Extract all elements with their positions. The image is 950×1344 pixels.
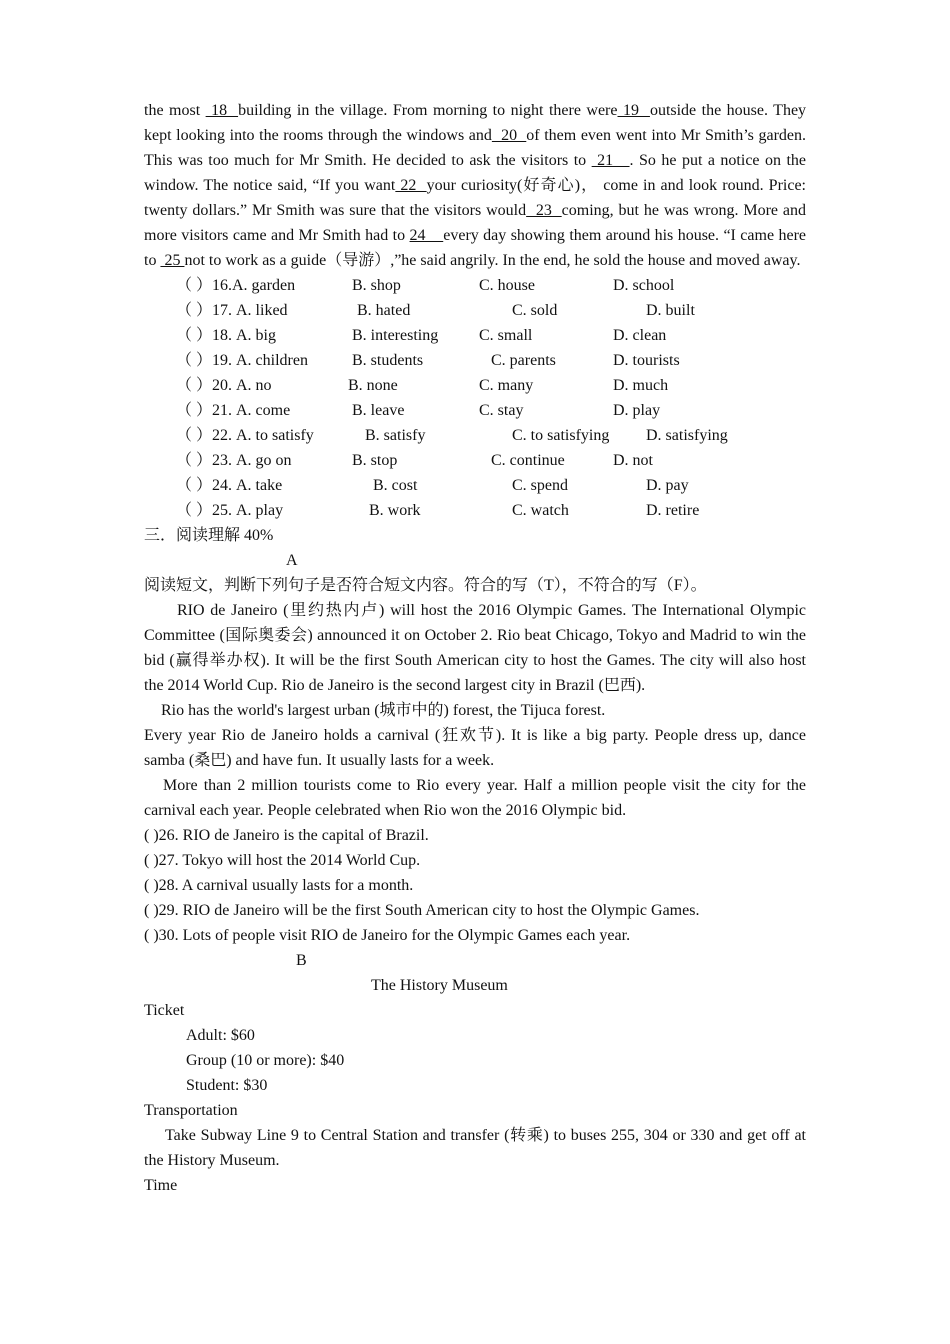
option-b: B. leave <box>352 402 405 419</box>
option-row <box>144 423 806 448</box>
question-number: （ ）24. A. take <box>176 477 283 494</box>
answer-blank[interactable]: 20 <box>491 127 527 144</box>
option-c: C. sold <box>512 302 558 319</box>
worksheet-page <box>144 98 806 1198</box>
option-row <box>144 448 806 473</box>
option-d: D. school <box>613 277 675 294</box>
option-d: D. satisfying <box>646 427 728 444</box>
part-a-questions <box>144 823 806 948</box>
passage-text: the most <box>144 102 206 119</box>
question-number: （ ）19. A. children <box>176 352 308 369</box>
option-c: C. watch <box>512 502 569 519</box>
time-heading: Time <box>144 1177 178 1194</box>
answer-blank[interactable]: 18 <box>205 102 239 119</box>
option-row <box>144 398 806 423</box>
option-c: C. to satisfying <box>512 427 610 444</box>
passage-text: not to work as a guide（导游）,”he said angrily. In the end, he sold the house and moved away. <box>184 252 801 269</box>
part-b-label: B <box>296 952 307 969</box>
answer-blank[interactable]: 19 <box>617 102 650 119</box>
true-false-question: ( )28. A carnival usually lasts for a month. <box>144 877 414 894</box>
ticket-list <box>144 1023 806 1098</box>
question-number: （ ）16.A. garden <box>176 277 296 294</box>
option-d: D. tourists <box>613 352 680 369</box>
question-number: （ ）18. A. big <box>176 327 277 344</box>
option-c: C. parents <box>491 352 556 369</box>
transport-text: Take Subway Line 9 to Central Station and transfer (转乘) to buses 255, 304 or 330 and get off at the History Museum. <box>144 1127 806 1169</box>
passage-text: coming, but he was wrong. More and more visitors came and Mr Smith had to <box>144 202 807 244</box>
answer-blank[interactable]: 24 <box>409 227 444 244</box>
option-c: C. small <box>479 327 533 344</box>
part-a-label: A <box>286 552 298 569</box>
answer-blank[interactable]: 22 <box>395 177 427 194</box>
option-d: D. pay <box>646 477 689 494</box>
option-d: D. play <box>613 402 661 419</box>
option-b: B. interesting <box>352 327 439 344</box>
option-c: C. spend <box>512 477 568 494</box>
option-b: B. none <box>348 377 398 394</box>
question-number: （ ）21. A. come <box>176 402 291 419</box>
passage-text: your curiosity(好奇心)， come in and look round. Price: twenty dollars.” Mr Smith was sure that the visitors would <box>144 177 806 219</box>
option-row <box>144 273 806 298</box>
option-b: B. shop <box>352 277 401 294</box>
passage-text: every day showing them around his house. “I came here to <box>144 227 807 269</box>
option-c: C. stay <box>479 402 524 419</box>
passage-text: . So he put a notice on the window. The notice said, “If you want <box>144 152 807 194</box>
option-row <box>144 373 806 398</box>
option-c: C. many <box>479 377 534 394</box>
passage-text: outside the house. They kept looking into the rooms through the windows and <box>144 102 807 144</box>
option-b: B. students <box>352 352 424 369</box>
ticket-price: Group (10 or more): $40 <box>186 1052 345 1069</box>
part-a-paragraph: RIO de Janeiro (里约热内卢) will host the 2016 Olympic Games. The International Olympic Committee (国际奥委会) announced it on October 2. Rio beat Chicago, Tokyo and Madrid to win the bid (赢得举办权). It will be the first South American city to host the Games. The city will also host the 2014 World Cup. Rio de Janeiro is the second largest city in Brazil (巴西). <box>144 602 806 694</box>
part-a-instruction: 阅读短文，判断下列句子是否符合短文内容。符合的写（T），不符合的写（F）。 <box>144 577 707 594</box>
true-false-question: ( )26. RIO de Janeiro is the capital of Brazil. <box>144 827 429 844</box>
ticket-price: Adult: $60 <box>186 1027 255 1044</box>
answer-blank[interactable]: 23 <box>526 202 562 219</box>
question-number: （ ）22. A. to satisfy <box>176 427 314 444</box>
option-c: C. continue <box>491 452 565 469</box>
option-row <box>144 348 806 373</box>
passage-text: of them even went into Mr Smith’s garden. This was too much for Mr Smith. He decided to ask the visitors to <box>144 127 807 169</box>
question-number: （ ）25. A. play <box>176 502 284 519</box>
true-false-question: ( )27. Tokyo will host the 2014 World Cup. <box>144 852 421 869</box>
cloze-passage <box>144 98 806 273</box>
part-a-paragraph: Every year Rio de Janeiro holds a carnival (狂欢节). It is like a big party. People dress up, dance samba (桑巴) and have fun. It usually lasts for a week. <box>144 727 806 769</box>
answer-blank[interactable]: 25 <box>160 252 185 269</box>
question-number: （ ）20. A. no <box>176 377 272 394</box>
part-b-title: The History Museum <box>371 977 508 994</box>
part-a-paragraph: More than 2 million tourists come to Rio every year. Half a million people visit the city for the carnival each year. People celebrated when Rio won the 2016 Olympic bid. <box>144 777 806 819</box>
option-d: D. much <box>613 377 669 394</box>
option-row <box>144 498 806 523</box>
option-row <box>144 298 806 323</box>
option-c: C. house <box>479 277 535 294</box>
question-number: （ ）23. A. go on <box>176 452 292 469</box>
option-b: B. satisfy <box>365 427 426 444</box>
part-a-paragraph: Rio has the world's largest urban (城市中的) forest, the Tijuca forest. <box>161 702 606 719</box>
option-b: B. work <box>369 502 421 519</box>
option-d: D. built <box>646 302 695 319</box>
option-d: D. retire <box>646 502 700 519</box>
transport-heading: Transportation <box>144 1102 238 1119</box>
option-row <box>144 473 806 498</box>
passage-text: building in the village. From morning to night there were <box>238 102 618 119</box>
section-title: 三．阅读理解 40% <box>144 527 274 544</box>
ticket-heading: Ticket <box>144 1002 185 1019</box>
ticket-price: Student: $30 <box>186 1077 268 1094</box>
option-row <box>144 323 806 348</box>
option-b: B. hated <box>357 302 411 319</box>
option-b: B. cost <box>373 477 418 494</box>
true-false-question: ( )30. Lots of people visit RIO de Janeiro for the Olympic Games each year. <box>144 927 631 944</box>
cloze-options <box>144 273 806 523</box>
option-d: D. clean <box>613 327 667 344</box>
true-false-question: ( )29. RIO de Janeiro will be the first South American city to host the Olympic Games. <box>144 902 700 919</box>
option-b: B. stop <box>352 452 398 469</box>
option-d: D. not <box>613 452 653 469</box>
question-number: （ ）17. A. liked <box>176 302 288 319</box>
answer-blank[interactable]: 21 <box>591 152 630 169</box>
